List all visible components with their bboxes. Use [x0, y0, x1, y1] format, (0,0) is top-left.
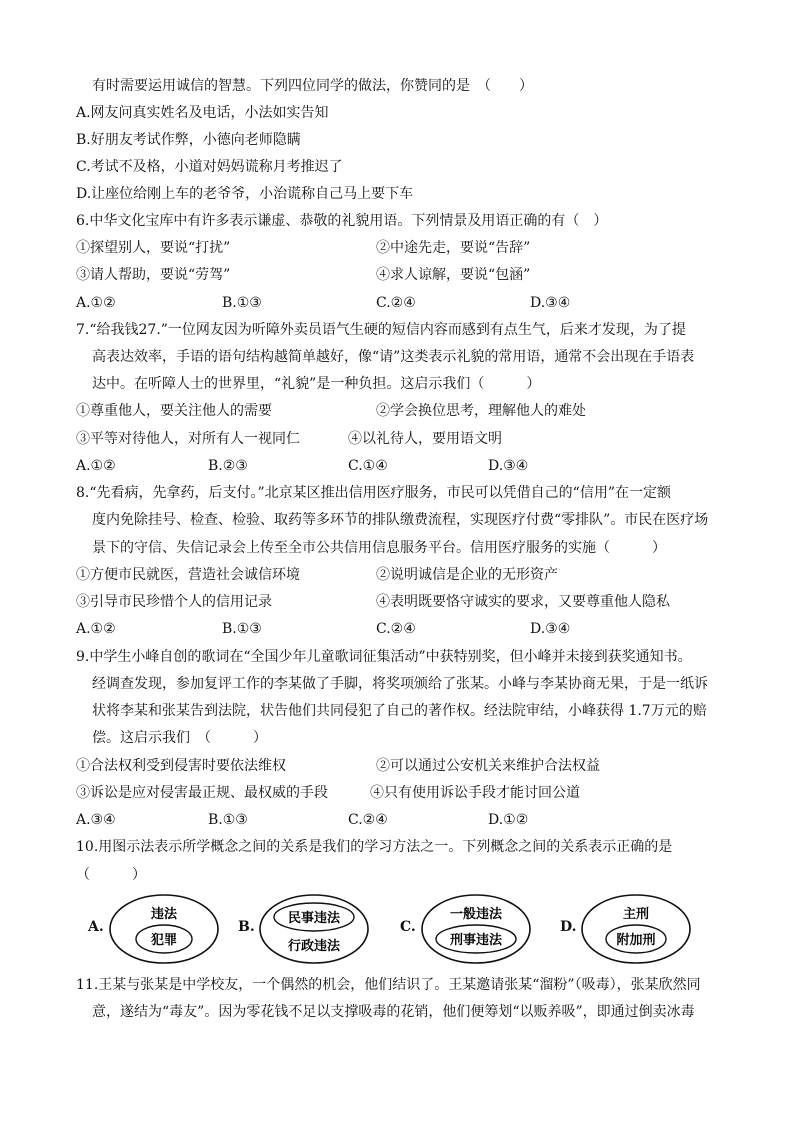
diagram-d-letter: D.	[560, 919, 577, 935]
q8-option-d: D.③④	[530, 621, 571, 637]
q6-statement-4: ④求人谅解，要说“包涵”	[376, 267, 531, 283]
q6-statement-3: ③请人帮助，要说“劳驾”	[76, 267, 231, 283]
q8-line-2: 度内免除挂号、检查、检验、取药等多环节的排队缴费流程，实现医疗付费“零排队”。市民在医疗场	[92, 512, 709, 528]
q9-line-4: 偿。这启示我们 （ ）	[92, 730, 267, 746]
q6-option-d: D.③④	[530, 295, 571, 311]
diagram-a-letter: A.	[88, 919, 104, 935]
q8-option-a: A.①②	[76, 621, 116, 637]
diagram-c-bottom-label: 刑事违法	[449, 933, 503, 948]
q9-statement-1: ①合法权利受到侵害时要依法维权	[76, 758, 286, 774]
q6-option-c: C.②④	[376, 295, 416, 311]
q9-statement-3: ③诉讼是应对侵害最正规、最权威的手段	[76, 785, 328, 801]
q6-option-a: A.①②	[76, 295, 116, 311]
q9-line-2: 经调查发现，参加复评工作的李某做了手脚，将奖项颁给了张某。小峰与李某协商无果，于是一纸诉	[92, 676, 708, 692]
diagram-b-bottom-label: 行政违法	[287, 939, 341, 954]
q9-option-b: B.①③	[208, 812, 248, 828]
q6-statement-2: ②中途先走，要说“告辞”	[376, 240, 531, 256]
diagram-b-ellipses	[258, 893, 370, 967]
q11-line-2: 意，遂结为“毒友”。因为零花钱不足以支撑吸毒的花销，他们便筹划“以贩养吸”，即通过倒卖冰毒	[92, 1004, 695, 1020]
q5-option-d: D.让座位给刚上车的老爷爷，小治谎称自己马上要下车	[76, 186, 414, 202]
q8-option-c: C.②④	[376, 621, 416, 637]
diagram-b-letter: B.	[238, 919, 255, 935]
q8-line-1: 8.“先看病，先拿药，后支付。”北京某区推出信用医疗服务，市民可以凭借自己的“信用”在一定额	[76, 485, 671, 501]
q8-option-b: B.①③	[222, 621, 262, 637]
q6-stem: 6.中华文化宝库中有许多表示谦虚、恭敬的礼貌用语。下列情景及用语正确的有（ ）	[76, 213, 608, 229]
q7-option-a: A.①②	[76, 458, 116, 474]
diagram-d-inner-label: 附加刑	[616, 933, 656, 948]
q7-statement-1: ①尊重他人，要关注他人的需要	[76, 403, 272, 419]
q8-statement-4: ④表明既要恪守诚实的要求，又要尊重他人隐私	[376, 594, 670, 610]
q9-option-d: D.①②	[488, 812, 529, 828]
diagram-a-ellipses	[108, 893, 220, 967]
q7-statement-2: ②学会换位思考，理解他人的难处	[376, 403, 586, 419]
q10-line-2: （ ）	[76, 867, 146, 883]
diagram-c-ellipses	[420, 893, 532, 967]
q11-line-1: 11.王某与张某是中学校友，一个偶然的机会，他们结识了。王某邀请张某“溜粉”（吸毒），张某欣然同	[76, 977, 701, 993]
q6-statement-1: ①探望别人，要说“打扰”	[76, 240, 231, 256]
q8-statement-1: ①方便市民就医，营造社会诚信环境	[76, 567, 300, 583]
q6-option-b: B.①③	[222, 295, 262, 311]
q9-statement-2: ②可以通过公安机关来维护合法权益	[376, 758, 600, 774]
q9-line-1: 9.中学生小峰自创的歌词在“全国少年儿童歌词征集活动”中获特别奖，但小峰并未接到获奖通知书。	[76, 649, 692, 665]
q7-line-1: 7.“给我钱27.”一位网友因为听障外卖员语气生硬的短信内容而感到有点生气，后来才发现，为了提	[76, 322, 686, 338]
q7-option-b: B.②③	[208, 458, 248, 474]
q9-option-c: C.②④	[348, 812, 388, 828]
q7-line-3: 达中。在听障人士的世界里，“礼貌”是一种负担。这启示我们（ ）	[92, 376, 541, 392]
q8-line-3: 景下的守信、失信记录会上传至全市公共信用信息服务平台。信用医疗服务的实施（ ）	[92, 540, 666, 556]
q5-option-a: A.网友问真实姓名及电话，小法如实告知	[76, 105, 329, 121]
diagram-c-top-label: 一般违法	[449, 907, 503, 922]
q9-line-3: 状将李某和张某告到法院，状告他们共同侵犯了自己的著作权。经法院审结，小峰获得 1.7万元的赔	[92, 703, 707, 719]
q7-option-c: C.①④	[348, 458, 388, 474]
q8-statement-2: ②说明诚信是企业的无形资产	[376, 567, 558, 583]
q8-statement-3: ③引导市民珍惜个人的信用记录	[76, 594, 272, 610]
q5-option-b: B.好朋友考试作弊，小德向老师隐瞒	[76, 132, 301, 148]
q9-statement-4: ④只有使用诉讼手段才能讨回公道	[370, 785, 580, 801]
q7-line-2: 高表达效率，手语的语句结构越简单越好，像“请”这类表示礼貌的常用语，通常不会出现在手语表	[92, 349, 695, 365]
diagram-d-ellipses	[580, 893, 692, 967]
diagram-b-top-label: 民事违法	[287, 911, 341, 926]
q5-stem: 有时需要运用诚信的智慧。下列四位同学的做法，你赞同的是 （ ）	[92, 78, 533, 94]
q7-option-d: D.③④	[488, 458, 529, 474]
q7-statement-3: ③平等对待他人，对所有人一视同仁	[76, 431, 300, 447]
q10-line-1: 10.用图示法表示所学概念之间的关系是我们的学习方法之一。下列概念之间的关系表示正确的是	[76, 839, 673, 855]
diagram-d-outer-label: 主刑	[622, 907, 650, 922]
q9-option-a: A.③④	[76, 812, 116, 828]
diagram-a-outer-label: 违法	[150, 907, 178, 922]
diagram-c-letter: C.	[400, 919, 416, 935]
q5-option-c: C.考试不及格，小道对妈妈谎称月考推迟了	[76, 159, 343, 175]
q7-statement-4: ④以礼待人，要用语文明	[348, 431, 502, 447]
diagram-a-inner-label: 犯罪	[150, 933, 178, 948]
